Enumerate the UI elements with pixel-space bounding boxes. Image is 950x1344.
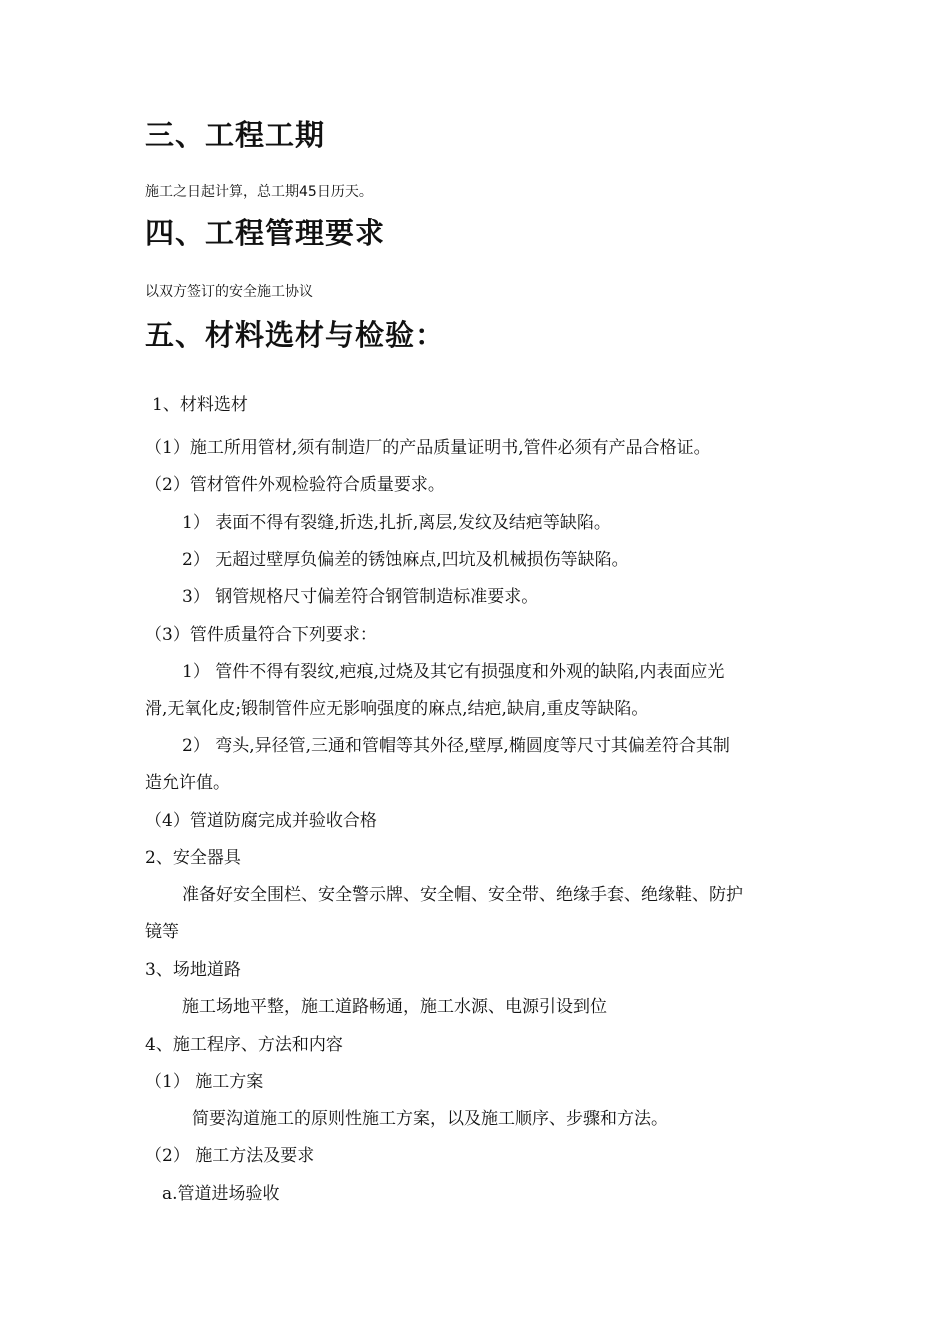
subsection-3-text: 施工场地平整，施工道路畅通，施工水源、电源引设到位 bbox=[182, 997, 607, 1017]
subsection-1-title: 1、材料选材 bbox=[152, 395, 248, 415]
paragraph-3: （3）管件质量符合下列要求： bbox=[145, 625, 377, 645]
paragraph-2: （2）管材管件外观检验符合质量要求。 bbox=[145, 475, 445, 495]
subsection-4-item-1-title: （1） 施工方案 bbox=[145, 1072, 264, 1092]
paragraph-1: （1）施工所用管材,须有制造厂的产品质量证明书,管件必须有产品合格证。 bbox=[145, 438, 711, 458]
section-4-heading: 四、工程管理要求 bbox=[145, 216, 386, 250]
paragraph-4: （4）管道防腐完成并验收合格 bbox=[145, 811, 377, 831]
subsection-4-item-2-text: a.管道进场验收 bbox=[162, 1184, 280, 1204]
subsection-2-text-line-1: 准备好安全围栏、安全警示牌、安全帽、安全带、绝缘手套、绝缘鞋、防护 bbox=[182, 885, 743, 905]
paragraph-2-item-3: 3） 钢管规格尺寸偏差符合钢管制造标准要求。 bbox=[182, 587, 539, 607]
section-3-text: 施工之日起计算，总工期45日历天。 bbox=[145, 184, 373, 200]
section-5-heading: 五、材料选材与检验： bbox=[145, 318, 446, 352]
subsection-2-title: 2、安全器具 bbox=[145, 848, 241, 868]
paragraph-3-item-1-line-1: 1） 管件不得有裂纹,疤痕,过烧及其它有损强度和外观的缺陷,内表面应光 bbox=[182, 662, 725, 682]
section-4-text: 以双方签订的安全施工协议 bbox=[145, 284, 313, 300]
paragraph-2-item-1: 1） 表面不得有裂缝,折迭,扎折,离层,发纹及结疤等缺陷。 bbox=[182, 513, 611, 533]
section-3-heading: 三、工程工期 bbox=[145, 118, 326, 152]
paragraph-3-item-2-line-1: 2） 弯头,异径管,三通和管帽等其外径,壁厚,椭圆度等尺寸其偏差符合其制 bbox=[182, 736, 730, 756]
paragraph-3-item-2-line-2: 造允许值。 bbox=[145, 773, 230, 793]
subsection-2-text-line-2: 镜等 bbox=[145, 922, 179, 942]
subsection-4-item-2-title: （2） 施工方法及要求 bbox=[145, 1146, 315, 1166]
subsection-3-title: 3、场地道路 bbox=[145, 960, 241, 980]
subsection-4-item-1-text: 简要沟道施工的原则性施工方案，以及施工顺序、步骤和方法。 bbox=[192, 1109, 668, 1129]
paragraph-3-item-1-line-2: 滑,无氧化皮;锻制管件应无影响强度的麻点,结疤,缺肩,重皮等缺陷。 bbox=[145, 699, 649, 719]
subsection-4-title: 4、施工程序、方法和内容 bbox=[145, 1035, 343, 1055]
paragraph-2-item-2: 2） 无超过壁厚负偏差的锈蚀麻点,凹坑及机械损伤等缺陷。 bbox=[182, 550, 629, 570]
